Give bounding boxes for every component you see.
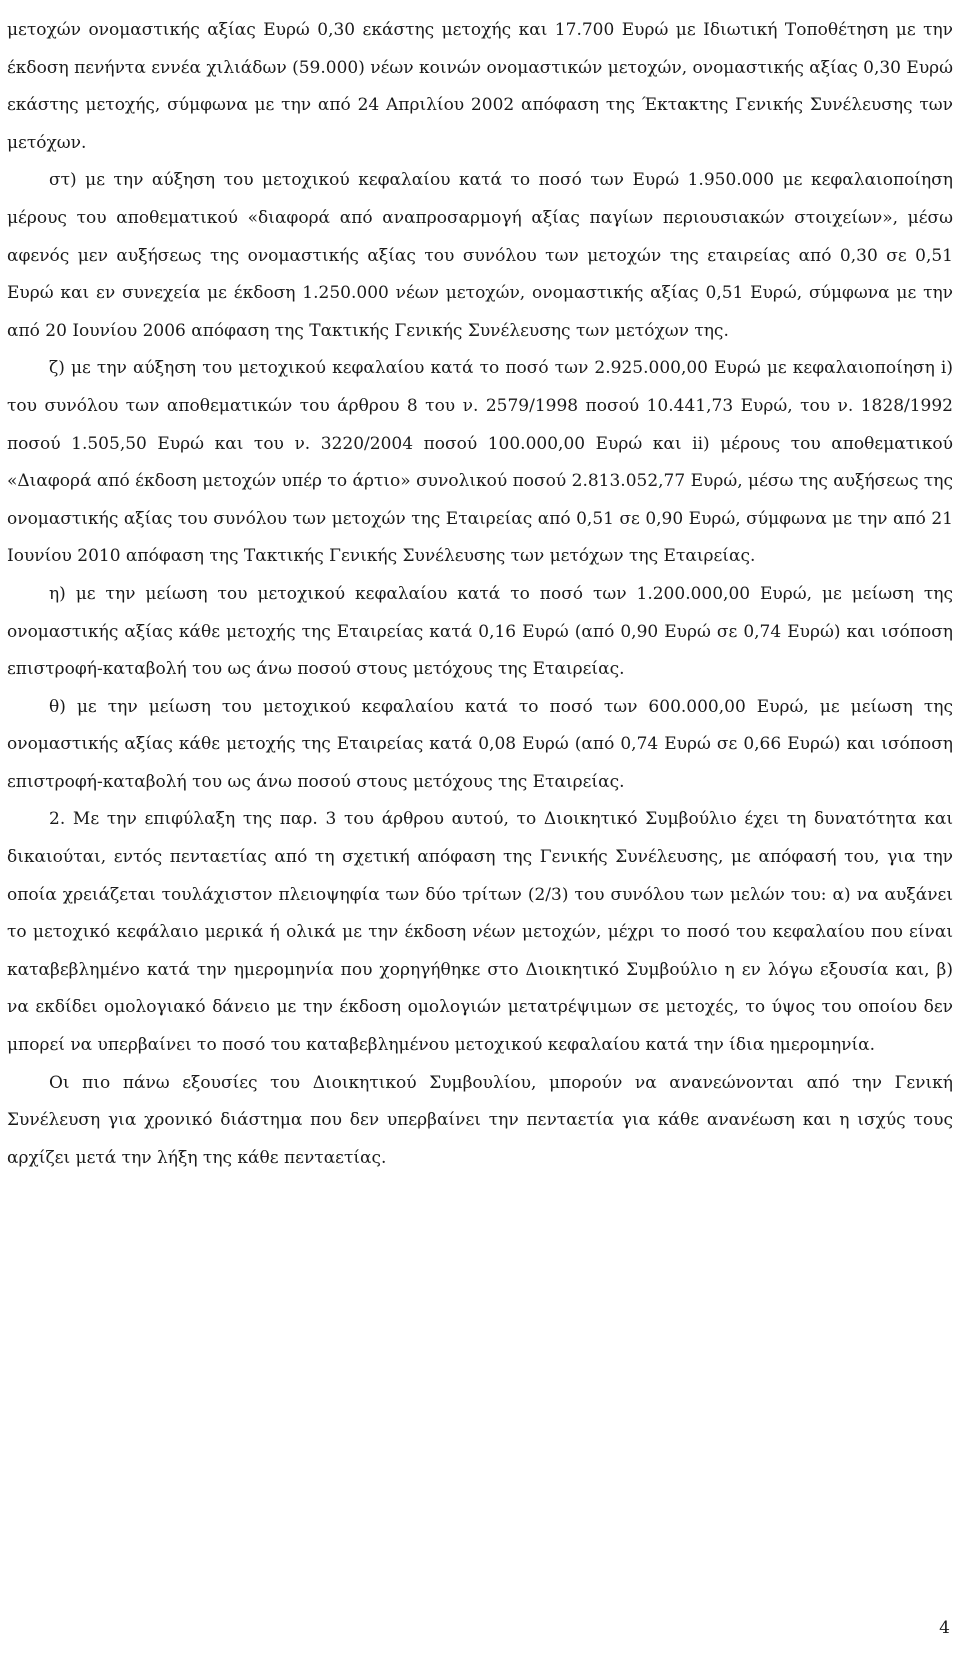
- paragraph-item-st: στ) με την αύξηση του μετοχικού κεφαλαίου κατά το ποσό των Ευρώ 1.950.000 με κεφαλαιοποίηση μέρους του αποθεματικού «διαφορά από αναπροσαρμογή αξίας παγίων περιουσιακών στοιχείων», μέσω αφενός μεν αυξήσεως της ονομαστικής αξίας του συνόλου των μετοχών της εταιρείας από 0,30 σε 0,51 Ευρώ και εν συνεχεία με έκδοση 1.250.000 νέων μετοχών, ονομαστικής αξίας 0,51 Ευρώ, σύμφωνα με την από 20 Ιουνίου 2006 απόφαση της Τακτικής Γενικής Συνέλευσης των μετόχων της.: [7, 170, 953, 341]
- paragraph-item-i: η) με την μείωση του μετοχικού κεφαλαίου κατά το ποσό των 1.200.000,00 Ευρώ, με μείωση της ονομαστικής αξίας κάθε μετοχής της Εταιρείας κατά 0,16 Ευρώ (από 0,90 Ευρώ σε 0,74 Ευρώ) και ισόποση επιστροφή-καταβολή του ως άνω ποσού στους μετόχους της Εταιρείας.: [7, 583, 953, 680]
- paragraph-renewal: Οι πιο πάνω εξουσίες του Διοικητικού Συμβουλίου, μπορούν να ανανεώνονται από την Γενική Συνέλευση για χρονικό διάστημα που δεν υπερβαίνει την πενταετία για κάθε ανανέωση και η ισχύς τους αρχίζει μετά την λήξη της κάθε πενταετίας.: [7, 1072, 953, 1168]
- paragraph-continuation: μετοχών ονομαστικής αξίας Ευρώ 0,30 εκάστης μετοχής και 17.700 Ευρώ με Ιδιωτική Τοποθέτηση με την έκδοση πενήντα εννέα χιλιάδων (59.000) νέων κοινών ονομαστικών μετοχών, ονομαστικής αξίας 0,30 Ευρώ εκάστης μετοχής, σύμφωνα με την από 24 Απριλίου 2002 απόφαση της Έκτακτης Γενικής Συνέλευσης των μετόχων.: [7, 20, 954, 153]
- paragraph-section-2: 2. Με την επιφύλαξη της παρ. 3 του άρθρου αυτού, το Διοικητικό Συμβούλιο έχει τη δυνατότητα και δικαιούται, εντός πενταετίας από τη σχετική απόφαση της Γενικής Συνέλευσης, με απόφασή του, για την οποία χρειάζεται τουλάχιστον πλειοψηφία των δύο τρίτων (2/3) του συνόλου των μελών του: α) να αυξάνει το μετοχικό κεφάλαιο μερικά ή ολικά με την έκδοση νέων μετοχών, μέχρι το ποσό του κεφαλαίου που είναι καταβεβλημένο κατά την ημερομηνία που χορηγήθηκε στο Διοικητικό Συμβούλιο η εν λόγω εξουσία και, β) να εκδίδει ομολογιακό δάνειο με την έκδοση ομολογιών μετατρέψιμων σε μετοχές, το ύψος του οποίου δεν μπορεί να υπερβαίνει το ποσό του καταβεβλημένου μετοχικού κεφαλαίου κατά την ίδια ημερομηνία.: [7, 809, 953, 1056]
- page-number: 4: [939, 1618, 950, 1638]
- document-body: [7, 12, 953, 1177]
- paragraph-item-z: ζ) με την αύξηση του μετοχικού κεφαλαίου κατά το ποσό των 2.925.000,00 Ευρώ με κεφαλαιοποίηση i) του συνόλου των αποθεματικών του άρθρου 8 του ν. 2579/1998 ποσού 10.441,73 Ευρώ, του ν. 1828/1992 ποσού 1.505,50 Ευρώ και του ν. 3220/2004 ποσού 100.000,00 Ευρώ και ii) μέρους του αποθεματικού «Διαφορά από έκδοση μετοχών υπέρ το άρτιο» συνολικού ποσού 2.813.052,77 Ευρώ, μέσω της αυξήσεως της ονομαστικής αξίας του συνόλου των μετοχών της Εταιρείας από 0,51 σε 0,90 Ευρώ, σύμφωνα με την από 21 Ιουνίου 2010 απόφαση της Τακτικής Γενικής Συνέλευσης των μετόχων της Εταιρείας.: [7, 358, 953, 567]
- paragraph-item-th: θ) με την μείωση του μετοχικού κεφαλαίου κατά το ποσό των 600.000,00 Ευρώ, με μείωση της ονομαστικής αξίας κάθε μετοχής της Εταιρείας κατά 0,08 Ευρώ (από 0,74 Ευρώ σε 0,66 Ευρώ) και ισόποση επιστροφή-καταβολή του ως άνω ποσού στους μετόχους της Εταιρείας.: [7, 696, 953, 792]
